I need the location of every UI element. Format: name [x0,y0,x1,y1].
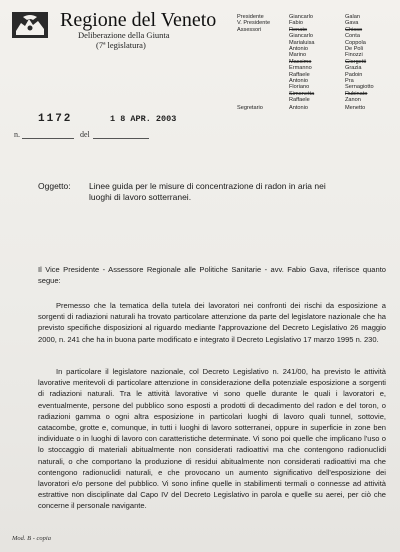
member-name: Galan [345,14,360,20]
member-name: Massimo [289,58,312,65]
oggetto-label: Oggetto: [38,181,71,191]
member-name: Zanon [345,97,361,104]
oggetto-text: Linee guida per le misure di concentrazione di radon in aria nei luoghi di lavoro sotterranei. [89,181,326,202]
intro-paragraph: Il Vice Presidente - Assessore Regionale alle Politiche Sanitarie - avv. Fabio Gava, riferisce quanto segue: [38,265,386,286]
segretario-last-name: Menetto [345,105,366,111]
date-line [93,138,149,139]
number-line [22,138,74,139]
form-code: Mod. B - copia [12,535,51,542]
member-name: Raffaele [289,71,310,78]
paragraph-in-particolare: In particolare il legislatore nazionale, col Decreto Legislativo n. 241/00, ha previsto le attività lavorative meritevoli di particolare attenzione in considerazione della potenziale esposizione a sorgenti di radiazioni naturali. Tra le attività lavorative vi sono quelle durante le quali i lavoratori e, eventualmente, persone del pubblico sono esposti a prodotti di decadimento del radon e del toron, o radiazioni gamma o ogni altra esposizione in particolari luoghi di lavoro quali tunnel, sottovie, catacombe, grotte e, comunque, in tutti i luoghi di lavoro sotterranei, oppure in superficie in zone ben individuate o in luoghi di lavoro con caratteristiche determinate. Vi sono poi quelle che implicano l'uso o lo stoccaggio di materiali abitualmente non considerati radioattivi ma che contengono radionuclidi naturali, o che comportano la produzione di residui abitualmente non considerati radioattivi ma che contengono radionuclidi naturali, e che provocano un aumento significativo dell'esposizione dei lavoratori e/o persone del pubblico. Vi sono infine quelle in stabilimenti termali o connesse ad attività estrattive non disciplinate dal Capo IV del Decreto Legislativo in parola e quelle su aerei, per ciò che concerne il personale navigante. [38,367,386,511]
member-name: Pra [345,78,354,85]
member-name: Renato [289,26,308,33]
member-name: Padoin [345,71,363,78]
member-name: Finozzi [345,52,363,59]
member-name: Rubinato [345,90,368,97]
member-name: Coppola [345,39,366,46]
member-name: Antonio [289,46,308,53]
member-name: Marialuisa [289,39,315,46]
member-name: Ermanno [289,65,312,72]
deliberation-subtitle: Deliberazione della Giunta [78,30,170,40]
member-name: De Poli [345,46,364,53]
member-name: Giancarlo [289,33,313,40]
segretario-label: Segretario [237,105,263,111]
member-name: Fabio [289,20,303,27]
member-name: Grazia [345,65,362,72]
members-last-names [345,14,374,104]
member-name: Chisso [345,26,363,33]
segretario-first-name: Antonio [289,105,308,111]
member-name: Sernagiotto [345,84,374,91]
region-title: Regione del Veneto [60,9,217,31]
role-label: Presidente [237,14,264,20]
date-stamp: 1 8 APR. 2003 [110,114,177,124]
member-name: Gava [345,20,359,27]
member-name: Marino [289,52,307,59]
n-label: n. [14,130,20,139]
member-name: Simonetta [289,90,315,97]
role-label: V. Presidente [237,20,271,27]
del-label: del [80,130,90,139]
role-label: Assessori [237,26,262,33]
member-name: Raffaele [289,97,310,104]
deliberation-number: 1172 [38,113,73,125]
members-first-names [289,14,315,104]
council-roles [237,14,270,33]
member-name: Floriano [289,84,310,91]
member-name: Giancarlo [289,14,313,20]
member-name: Antonio [289,78,308,85]
paragraph-premesso: Premesso che la tematica della tutela dei lavoratori nei confronti dei rischi da esposizione a sorgenti di radiazioni naturali ha trovato particolare attenzione da parte del legislatore nazionale che ha previsto specifiche disposizioni al riguardo mediante l'approvazione del Decreto Legislativo 26 maggio 2000, n. 241 che ha in buona parte modificato e integrato il Decreto Legislativo 17 marzo 1995 n. 230. [38,301,386,344]
member-name: Giorgetti [345,58,367,65]
member-name: Conta [345,33,360,40]
legislature-subtitle: (7ª legislatura) [96,40,146,50]
lion-emblem-icon [11,11,49,39]
